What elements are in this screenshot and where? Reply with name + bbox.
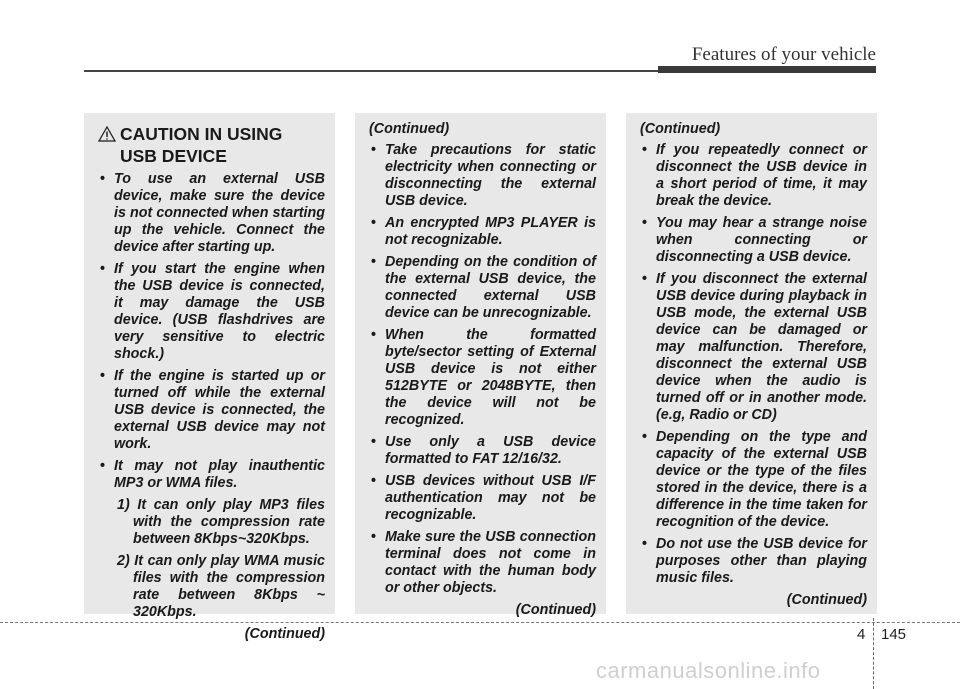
bullet-list <box>369 142 596 597</box>
list-item: • You may hear a strange noise when connecting or disconnecting a USB device. <box>640 215 867 266</box>
page-number-value: 145 <box>881 626 907 643</box>
bullet-list <box>640 142 867 587</box>
continued-label: (Continued) <box>369 121 450 137</box>
list-item: • Take precautions for static electricity when connecting or disconnecting the external USB device. <box>369 142 596 210</box>
header-tab-bar <box>658 66 876 73</box>
section-title: Features of your vehicle <box>691 44 876 65</box>
list-item: • An encrypted MP3 PLAYER is not recognizable. <box>369 215 596 249</box>
list-item: • It may not play inauthentic MP3 or WMA files. <box>98 458 325 492</box>
continued-label: (Continued) <box>244 626 325 642</box>
list-item: • USB devices without USB I/F authentication may not be recognizable. <box>369 473 596 524</box>
caution-box-column-1 <box>84 113 335 642</box>
page-number-divider <box>873 618 874 689</box>
caution-heading-line1: CAUTION IN USING <box>120 124 283 144</box>
list-item: • Depending on the condition of the external USB device, the connected external USB device can be unrecognizable. <box>369 254 596 322</box>
caution-box-column-3 <box>626 113 877 614</box>
list-item: • If you repeatedly connect or disconnect the USB device in a short period of time, it may break the device. <box>640 142 867 210</box>
bullet-list <box>98 171 325 492</box>
sub-list-item: 1) It can only play MP3 files with the compression rate between 8Kbps~320Kbps. <box>117 497 325 547</box>
sub-list-item: 2) It can only play WMA music files with the compression rate between 8Kbps ~ 320Kbps. <box>117 553 325 620</box>
caution-heading-line2: USB DEVICE <box>120 146 227 166</box>
list-item: • To use an external USB device, make sure the device is not connected when starting up the vehicle. Connect the device after starting up. <box>98 171 325 256</box>
list-item: • If you start the engine when the USB device is connected, it may damage the USB device. (USB flashdrives are very sensitive to electric shock.) <box>98 261 325 363</box>
list-item: • If you disconnect the external USB device during playback in USB mode, the external USB device can be damaged or may malfunction. Therefore, disconnect the external USB device when the audio is turned off or in another mode. (e.g, Radio or CD) <box>640 271 867 424</box>
caution-heading <box>98 123 325 167</box>
list-item: • Use only a USB device formatted to FAT 12/16/32. <box>369 434 596 468</box>
footer-rule <box>0 622 960 623</box>
caution-box-column-2 <box>355 113 606 618</box>
list-item: • If the engine is started up or turned off while the external USB device is connected, the external USB device may not work. <box>98 368 325 453</box>
list-item: • Make sure the USB connection terminal does not come in contact with the human body or other objects. <box>369 529 596 597</box>
list-item: • Do not use the USB device for purposes other than playing music files. <box>640 536 867 587</box>
continued-label: (Continued) <box>515 602 596 618</box>
list-item: • When the formatted byte/sector setting of External USB device is not either 512BYTE or 2048BYTE, then the device will not be recognized. <box>369 327 596 429</box>
watermark: carmanualsonline.info <box>596 658 821 683</box>
continued-label: (Continued) <box>786 592 867 608</box>
numbered-sub-list <box>98 497 325 621</box>
chapter-number: 4 <box>857 626 866 643</box>
warning-triangle-icon <box>98 126 116 142</box>
list-item: • Depending on the type and capacity of the external USB device or the type of the files stored in the device, there is a difference in the time taken for recognition of the device. <box>640 429 867 531</box>
continued-label: (Continued) <box>640 121 721 137</box>
